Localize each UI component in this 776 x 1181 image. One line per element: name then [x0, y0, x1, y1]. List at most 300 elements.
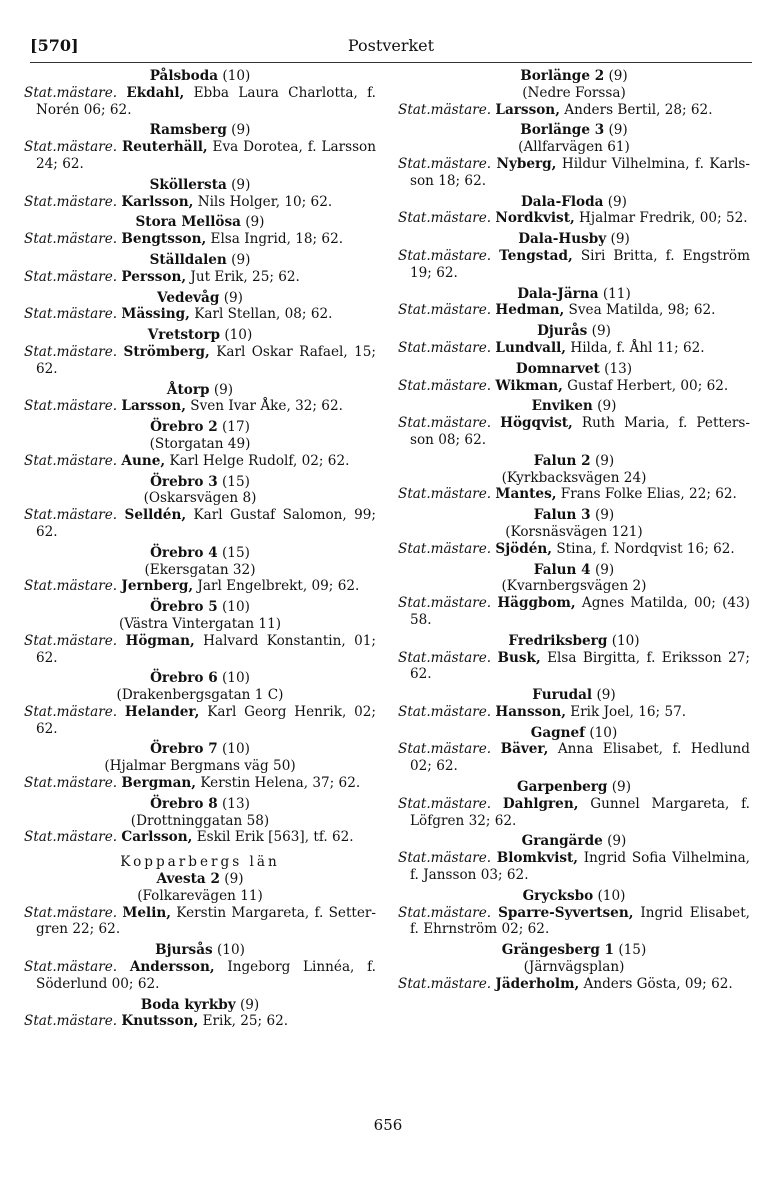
office-class: (9): [231, 176, 251, 193]
post-office-heading: [24, 419, 376, 436]
role-title: Stat.mästare.: [24, 398, 118, 415]
person-details: Elsa Ingrid, 18; 62.: [210, 231, 344, 248]
post-office-entry: [24, 214, 376, 248]
post-office-heading: [398, 779, 750, 796]
post-office-entry: [398, 453, 750, 503]
postmaster-line: [24, 398, 376, 415]
role-title: Stat.mästare.: [398, 741, 492, 758]
surname: Hedman,: [495, 302, 565, 319]
postmaster-line: [24, 306, 376, 323]
person-details: Anders Gösta, 09; 62.: [583, 975, 733, 992]
surname: Blomkvist,: [496, 850, 579, 867]
post-office-heading: [398, 323, 750, 340]
role-title: Stat.mästare.: [398, 415, 492, 432]
surname: Ekdahl,: [126, 84, 185, 101]
post-office-entry: [24, 474, 376, 541]
postmaster-line: [24, 633, 376, 667]
post-office-entry: [24, 252, 376, 286]
surname: Bengtsson,: [121, 231, 207, 248]
role-title: Stat.mästare.: [398, 302, 492, 319]
role-title: Stat.mästare.: [24, 775, 118, 792]
role-title: Stat.mästare.: [24, 904, 118, 921]
post-office-name: Bjursås: [155, 942, 213, 959]
person-details: Karl Oskar Rafael, 15; 62.: [36, 343, 376, 377]
office-class: (9): [245, 214, 265, 231]
post-office-entry: [398, 122, 750, 189]
post-office-heading: [398, 888, 750, 905]
surname: Nordkvist,: [495, 210, 575, 227]
postmaster-line: [398, 850, 750, 884]
postmaster-line: [398, 650, 750, 684]
post-office-name: Örebro 2: [150, 419, 218, 436]
postmaster-line: [24, 1013, 376, 1030]
post-office-heading: [398, 507, 750, 524]
post-office-heading: [398, 453, 750, 470]
post-office-name: Borlänge 3: [520, 122, 605, 139]
postmaster-line: [24, 453, 376, 470]
post-office-entry: [24, 997, 376, 1031]
surname: Jäderholm,: [495, 975, 580, 992]
post-office-name: Domnarvet: [515, 360, 600, 377]
office-class: (9): [223, 289, 243, 306]
office-class: (9): [594, 452, 615, 469]
post-office-name: Grangärde: [521, 833, 603, 850]
post-office-entry: [24, 382, 376, 416]
post-office-entry: [398, 68, 750, 118]
right-column: [398, 68, 750, 997]
surname: Högqvist,: [500, 415, 573, 432]
post-office-entry: [398, 633, 750, 683]
post-office-name: Borlänge 2: [520, 68, 605, 84]
postmaster-line: [24, 139, 376, 173]
surname: Andersson,: [129, 959, 215, 976]
post-office-name: Falun 2: [533, 452, 591, 469]
postmaster-line: [24, 344, 376, 378]
street-address: (Allfarvägen 61): [518, 139, 630, 156]
surname: Bergman,: [121, 775, 197, 792]
postmaster-line: [24, 269, 376, 286]
post-office-entry: [24, 122, 376, 172]
role-title: Stat.mästare.: [398, 850, 492, 867]
person-details: Anders Bertil, 28; 62.: [564, 101, 713, 118]
postmaster-line: [24, 704, 376, 738]
office-class: (10): [611, 632, 640, 649]
office-class: (9): [239, 996, 260, 1013]
street-address: (Drakenbergsgatan 1 C): [116, 687, 284, 704]
person-details: Erik, 25; 62.: [202, 1013, 289, 1030]
post-office-name: Stora Mellösa: [135, 214, 241, 231]
post-office-entry: [398, 687, 750, 721]
street-address: (Nedre Forssa): [522, 84, 626, 101]
role-title: Stat.mästare.: [398, 795, 492, 812]
surname: Carlsson,: [121, 829, 193, 846]
post-office-heading: [398, 398, 750, 415]
surname: Mantes,: [495, 486, 557, 503]
post-office-name: Örebro 8: [150, 795, 218, 812]
office-class: (9): [611, 779, 632, 796]
person-details: Nils Holger, 10; 62.: [197, 193, 333, 210]
role-title: Stat.mästare.: [24, 703, 118, 720]
post-office-heading: [398, 725, 750, 742]
post-office-heading: [24, 68, 376, 85]
postmaster-line: [24, 905, 376, 939]
street-address: (Järnvägsplan): [523, 959, 625, 976]
street-address: (Drottninggatan 58): [130, 812, 270, 829]
office-class: (11): [602, 285, 631, 302]
person-details: Erik Joel, 16; 57.: [570, 703, 687, 720]
post-office-heading: [24, 741, 376, 758]
office-class: (9): [231, 251, 251, 268]
post-office-name: Örebro 4: [150, 544, 218, 561]
role-title: Stat.mästare.: [24, 829, 118, 846]
role-title: Stat.mästare.: [398, 247, 492, 264]
post-office-entry: [24, 290, 376, 324]
post-office-entry: [398, 323, 750, 357]
office-class: (9): [607, 193, 627, 210]
post-office-name: Grycksbo: [522, 887, 594, 904]
post-office-name: Gagnef: [530, 724, 586, 741]
post-office-name: Vretstorp: [147, 327, 221, 344]
role-title: Stat.mästare.: [398, 155, 492, 172]
office-class: (10): [222, 741, 250, 758]
surname: Reuterhäll,: [121, 139, 208, 156]
person-details: Ingeborg Linnéa, f. Söderlund 00; 62.: [36, 959, 376, 992]
surname: Sparre-Syvertsen,: [498, 904, 634, 921]
post-office-name: Pålsboda: [149, 68, 219, 84]
postmaster-line: [398, 595, 750, 629]
role-title: Stat.mästare.: [398, 904, 492, 921]
post-office-heading: [398, 942, 750, 959]
role-title: Stat.mästare.: [398, 486, 492, 503]
postmaster-line: [24, 85, 376, 119]
person-details: Hilda, f. Åhl 11; 62.: [570, 339, 705, 356]
surname: Hansson,: [495, 703, 566, 720]
county-heading: Kopparbergs län: [120, 854, 280, 871]
page-number: 656: [373, 1116, 403, 1134]
person-details: Jut Erik, 25; 62.: [190, 268, 300, 285]
office-class: (10): [217, 942, 245, 959]
person-details: Karl Gustaf Salomon, 99; 62.: [36, 507, 377, 540]
street-address: (Kvarnbergsvägen 2): [501, 578, 647, 595]
post-office-heading: [398, 122, 750, 139]
role-title: Stat.mästare.: [24, 452, 118, 469]
office-class: (13): [222, 795, 250, 812]
post-office-heading: [398, 361, 750, 378]
street-address: (Västra Vintergatan 11): [118, 615, 282, 632]
role-title: Stat.mästare.: [24, 632, 118, 649]
post-office-name: Dala-Husby: [518, 231, 607, 248]
surname: Sjödén,: [495, 540, 552, 557]
person-details: Anna Elisabet, f. Hedlund 02; 62.: [410, 741, 751, 775]
post-office-entry: [24, 942, 376, 992]
office-class: (10): [589, 724, 618, 741]
person-details: Eva Dorotea, f. Larsson 24; 62.: [36, 139, 376, 172]
street-address: (Ekersgatan 32): [144, 561, 256, 578]
running-title: Postverket: [347, 36, 435, 55]
post-office-heading: [398, 687, 750, 704]
post-office-entry: [398, 888, 750, 938]
surname: Larsson,: [121, 398, 186, 415]
office-class: (9): [213, 381, 234, 398]
post-office-name: Ramsberg: [149, 122, 227, 139]
post-office-entry: [398, 194, 750, 228]
postmaster-line: [398, 378, 750, 395]
surname: Wikman,: [495, 377, 563, 394]
person-details: Hjalmar Fredrik, 00; 52.: [579, 210, 748, 227]
person-details: Svea Matilda, 98; 62.: [568, 302, 716, 319]
office-class: (15): [222, 473, 250, 490]
post-office-entry: [398, 231, 750, 281]
role-title: Stat.mästare.: [398, 975, 492, 992]
post-office-heading: [398, 833, 750, 850]
role-title: Stat.mästare.: [24, 231, 118, 248]
person-details: Ingrid Elisabet, f. Ehrnström 02; 62.: [410, 904, 750, 938]
person-details: Ruth Maria, f. Petters-son 08; 62.: [410, 415, 751, 448]
post-office-heading: [24, 122, 376, 139]
office-class: (10): [222, 670, 250, 687]
post-office-entry: [24, 871, 376, 938]
post-office-entry: [24, 327, 376, 377]
postmaster-line: [398, 156, 750, 190]
person-details: Elsa Birgitta, f. Eriksson 27; 62.: [410, 649, 750, 683]
surname: Häggbom,: [497, 595, 576, 612]
post-office-name: Örebro 3: [150, 473, 218, 490]
street-address: (Hjalmar Bergmans väg 50): [104, 758, 296, 775]
post-office-entry: [24, 741, 376, 791]
office-class: (9): [591, 323, 611, 340]
post-office-entry: [24, 545, 376, 595]
surname: Aune,: [121, 452, 166, 469]
office-class: (9): [231, 122, 251, 139]
office-class: (9): [610, 231, 630, 248]
post-office-entry: [24, 419, 376, 469]
person-details: Karl Helge Rudolf, 02; 62.: [169, 452, 350, 469]
post-office-heading: [398, 68, 750, 85]
postmaster-line: [398, 210, 750, 227]
role-title: Stat.mästare.: [24, 84, 118, 101]
post-office-name: Furudal: [532, 687, 593, 704]
post-office-heading: [24, 796, 376, 813]
person-details: Gustaf Herbert, 00; 62.: [567, 377, 729, 394]
postmaster-line: [24, 507, 376, 541]
postmaster-line: [398, 340, 750, 357]
post-office-heading: [24, 545, 376, 562]
postmaster-line: [398, 905, 750, 939]
person-details: Siri Britta, f. Engström 19; 62.: [410, 247, 750, 281]
postmaster-line: [24, 829, 376, 846]
post-office-heading: [24, 599, 376, 616]
post-office-entry: [398, 562, 750, 629]
post-office-heading: [24, 177, 376, 194]
surname: Helander,: [124, 703, 200, 720]
post-office-name: Djurås: [537, 323, 588, 340]
post-office-heading: [24, 942, 376, 959]
role-title: Stat.mästare.: [398, 649, 492, 666]
person-details: Ebba Laura Charlotta, f. Norén 06; 62.: [36, 84, 376, 118]
post-office-heading: [24, 214, 376, 231]
office-class: (9): [224, 871, 244, 888]
person-details: Stina, f. Nordqvist 16; 62.: [556, 540, 735, 557]
person-details: Karl Georg Henrik, 02; 62.: [36, 703, 377, 737]
office-class: (9): [596, 687, 616, 704]
post-office-name: Avesta 2: [156, 871, 220, 888]
post-office-name: Vedevåg: [157, 289, 220, 306]
person-details: Hildur Vilhelmina, f. Karls-son 18; 62.: [410, 155, 751, 189]
post-office-name: Fredriksberg: [508, 632, 608, 649]
surname: Tengstad,: [499, 247, 573, 264]
office-class: (9): [607, 833, 627, 850]
post-office-entry: [398, 779, 750, 829]
post-office-entry: [398, 507, 750, 557]
street-address: (Storgatan 49): [149, 435, 251, 452]
person-details: Halvard Konstantin, 01; 62.: [36, 632, 376, 666]
postmaster-line: [398, 248, 750, 282]
postmaster-line: [24, 959, 376, 993]
page-reference: [570]: [30, 36, 79, 55]
post-office-heading: [24, 327, 376, 344]
post-office-name: Örebro 7: [150, 741, 218, 758]
office-class: (10): [224, 327, 253, 344]
role-title: Stat.mästare.: [24, 1013, 118, 1030]
post-office-heading: [24, 474, 376, 491]
postmaster-line: [24, 775, 376, 792]
role-title: Stat.mästare.: [24, 578, 118, 595]
surname: Bäver,: [500, 741, 549, 758]
role-title: Stat.mästare.: [398, 210, 492, 227]
street-address: (Korsnäsvägen 121): [505, 523, 643, 540]
post-office-entry: [398, 833, 750, 883]
page-header: [30, 36, 752, 60]
left-column: [24, 68, 376, 1034]
surname: Busk,: [497, 649, 541, 666]
header-divider: [30, 62, 752, 63]
post-office-heading: [24, 997, 376, 1014]
person-details: Frans Folke Elias, 22; 62.: [560, 486, 737, 503]
post-office-name: Åtorp: [166, 381, 210, 398]
office-class: (9): [594, 561, 615, 578]
street-address: (Kyrkbacksvägen 24): [501, 469, 647, 486]
post-office-name: Örebro 6: [150, 670, 218, 687]
role-title: Stat.mästare.: [24, 306, 118, 323]
post-office-name: Grängesberg 1: [501, 942, 615, 959]
post-office-name: Örebro 5: [150, 599, 218, 616]
post-office-name: Ställdalen: [149, 251, 227, 268]
office-class: (9): [594, 507, 615, 524]
person-details: Kerstin Helena, 37; 62.: [200, 775, 361, 792]
street-address: (Oskarsvägen 8): [143, 490, 257, 507]
role-title: Stat.mästare.: [398, 339, 492, 356]
role-title: Stat.mästare.: [398, 377, 492, 394]
person-details: Jarl Engelbrekt, 09; 62.: [197, 578, 360, 595]
surname: Lundvall,: [495, 339, 567, 356]
person-details: Gunnel Margareta, f. Löfgren 32; 62.: [410, 795, 750, 829]
postmaster-line: [398, 976, 750, 993]
office-class: (9): [608, 122, 628, 139]
surname: Selldén,: [124, 507, 187, 524]
postmaster-line: [398, 704, 750, 721]
post-office-heading: [24, 252, 376, 269]
office-class: (10): [597, 887, 626, 904]
post-office-name: Garpenberg: [516, 779, 608, 796]
role-title: Stat.mästare.: [24, 139, 118, 156]
post-office-entry: [24, 599, 376, 666]
post-office-heading: [24, 871, 376, 888]
role-title: Stat.mästare.: [398, 540, 492, 557]
person-details: Sven Ivar Åke, 32; 62.: [190, 398, 343, 415]
person-details: Karl Stellan, 08; 62.: [194, 306, 333, 323]
postmaster-line: [24, 578, 376, 595]
role-title: Stat.mästare.: [24, 193, 118, 210]
office-class: (17): [222, 419, 250, 436]
post-office-entry: [398, 725, 750, 775]
post-office-entry: [24, 68, 376, 118]
person-details: Ingrid Sofia Vilhelmina, f. Jansson 03; 62.: [410, 850, 751, 884]
post-office-entry: [24, 796, 376, 846]
role-title: Stat.mästare.: [24, 507, 118, 524]
office-class: (9): [597, 398, 617, 415]
post-office-name: Falun 3: [533, 507, 591, 524]
postmaster-line: [398, 796, 750, 830]
surname: Strömberg,: [123, 343, 210, 360]
person-details: Agnes Matilda, 00; (43) 58.: [410, 595, 750, 628]
post-office-heading: [398, 194, 750, 211]
post-office-heading: [398, 633, 750, 650]
office-class: (15): [618, 942, 647, 959]
postmaster-line: [24, 194, 376, 211]
role-title: Stat.mästare.: [24, 343, 118, 360]
surname: Knutsson,: [121, 1013, 199, 1030]
postmaster-line: [398, 302, 750, 319]
post-office-entry: [398, 361, 750, 395]
post-office-name: Dala-Floda: [521, 193, 604, 210]
surname: Dahlgren,: [502, 795, 579, 812]
office-class: (10): [222, 68, 251, 84]
person-details: Kerstin Margareta, f. Setter-gren 22; 62.: [36, 904, 377, 938]
postmaster-line: [398, 541, 750, 558]
post-office-name: Sköllersta: [149, 176, 227, 193]
postmaster-line: [398, 415, 750, 449]
surname: Nyberg,: [496, 155, 557, 172]
post-office-heading: [24, 670, 376, 687]
surname: Mässing,: [121, 306, 190, 323]
post-office-entry: [24, 670, 376, 737]
role-title: Stat.mästare.: [398, 595, 492, 612]
role-title: Stat.mästare.: [24, 959, 118, 976]
surname: Melin,: [122, 904, 171, 921]
post-office-heading: [24, 382, 376, 399]
postmaster-line: [24, 231, 376, 248]
office-class: (10): [222, 599, 250, 616]
surname: Högman,: [125, 632, 195, 649]
role-title: Stat.mästare.: [398, 101, 492, 118]
surname: Jernberg,: [121, 578, 194, 595]
post-office-heading: [398, 231, 750, 248]
surname: Persson,: [121, 268, 187, 285]
role-title: Stat.mästare.: [398, 703, 492, 720]
post-office-name: Enviken: [531, 398, 593, 415]
post-office-entry: [24, 177, 376, 211]
person-details: Eskil Erik [563], tf. 62.: [196, 829, 354, 846]
surname: Larsson,: [495, 101, 560, 118]
postmaster-line: [398, 102, 750, 119]
post-office-name: Dala-Järna: [517, 285, 599, 302]
role-title: Stat.mästare.: [24, 268, 118, 285]
office-class: (9): [608, 68, 628, 84]
post-office-heading: [24, 290, 376, 307]
post-office-name: Falun 4: [533, 561, 591, 578]
office-class: (13): [604, 360, 633, 377]
office-class: (15): [222, 544, 250, 561]
